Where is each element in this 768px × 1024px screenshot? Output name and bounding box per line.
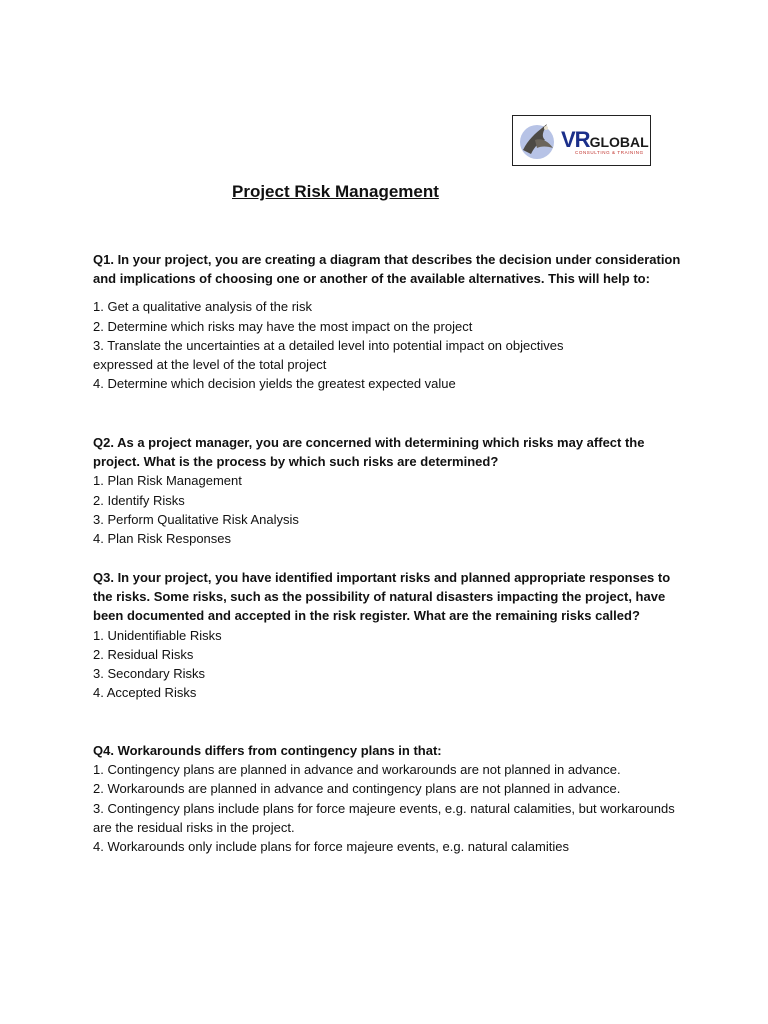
question-1 (93, 250, 683, 393)
answer-option: 2. Identify Risks (93, 492, 185, 508)
answer-option: 4. Accepted Risks (93, 685, 197, 701)
logo-brand-global: GLOBAL (589, 134, 649, 150)
answer-option: 2. Residual Risks (93, 646, 194, 662)
question-text: Q3. In your project, you have identified important risks and planned appropriate responses to the risks. Some risks, such as the possibility of natural disasters impacting the project, have been documented and accepted in the risk register. What are the remaining risks called? (93, 570, 671, 624)
answer-option: 3. Translate the uncertainties at a detailed level into potential impact on objectives expressed at the level of the total project (93, 337, 564, 373)
page-title: Project Risk Management (232, 182, 439, 201)
logo-wordmark (561, 127, 649, 152)
answer-option: 3. Secondary Risks (93, 666, 205, 682)
question-4 (93, 741, 683, 856)
answer-option: 3. Perform Qualitative Risk Analysis (93, 511, 299, 527)
question-text: Q2. As a project manager, you are concerned with determining which risks may affect the project. What is the process by which such risks are determined? (93, 435, 645, 470)
question-text: Q1. In your project, you are creating a diagram that describes the decision under consideration and implications of choosing one or another of the available alternatives. This will help to: (93, 252, 681, 287)
answer-option: 1. Plan Risk Management (93, 473, 242, 489)
logo-tagline: CONSULTING & TRAINING (575, 150, 644, 155)
question-text: Q4. Workarounds differs from contingency plans in that: (93, 743, 442, 758)
eagle-icon (517, 120, 561, 162)
question-3 (93, 568, 683, 702)
logo-brand-vr: VR (561, 127, 590, 152)
company-logo (512, 115, 651, 166)
answer-option: 2. Workarounds are planned in advance and contingency plans are not planned in advance. (93, 781, 621, 797)
answer-option: 1. Get a qualitative analysis of the risk (93, 299, 312, 315)
answer-option: 4. Plan Risk Responses (93, 531, 232, 547)
answer-option: 4. Workarounds only include plans for force majeure events, e.g. natural calamities (93, 839, 569, 855)
answer-option: 1. Unidentifiable Risks (93, 627, 222, 643)
question-2 (93, 433, 683, 548)
answer-option: 1. Contingency plans are planned in advance and workarounds are not planned in advance. (93, 762, 621, 778)
answer-option: 3. Contingency plans include plans for force majeure events, e.g. natural calamities, but workarounds are the residual risks in the project. (93, 800, 675, 835)
answer-option: 2. Determine which risks may have the most impact on the project (93, 318, 473, 334)
answer-option: 4. Determine which decision yields the greatest expected value (93, 376, 456, 392)
